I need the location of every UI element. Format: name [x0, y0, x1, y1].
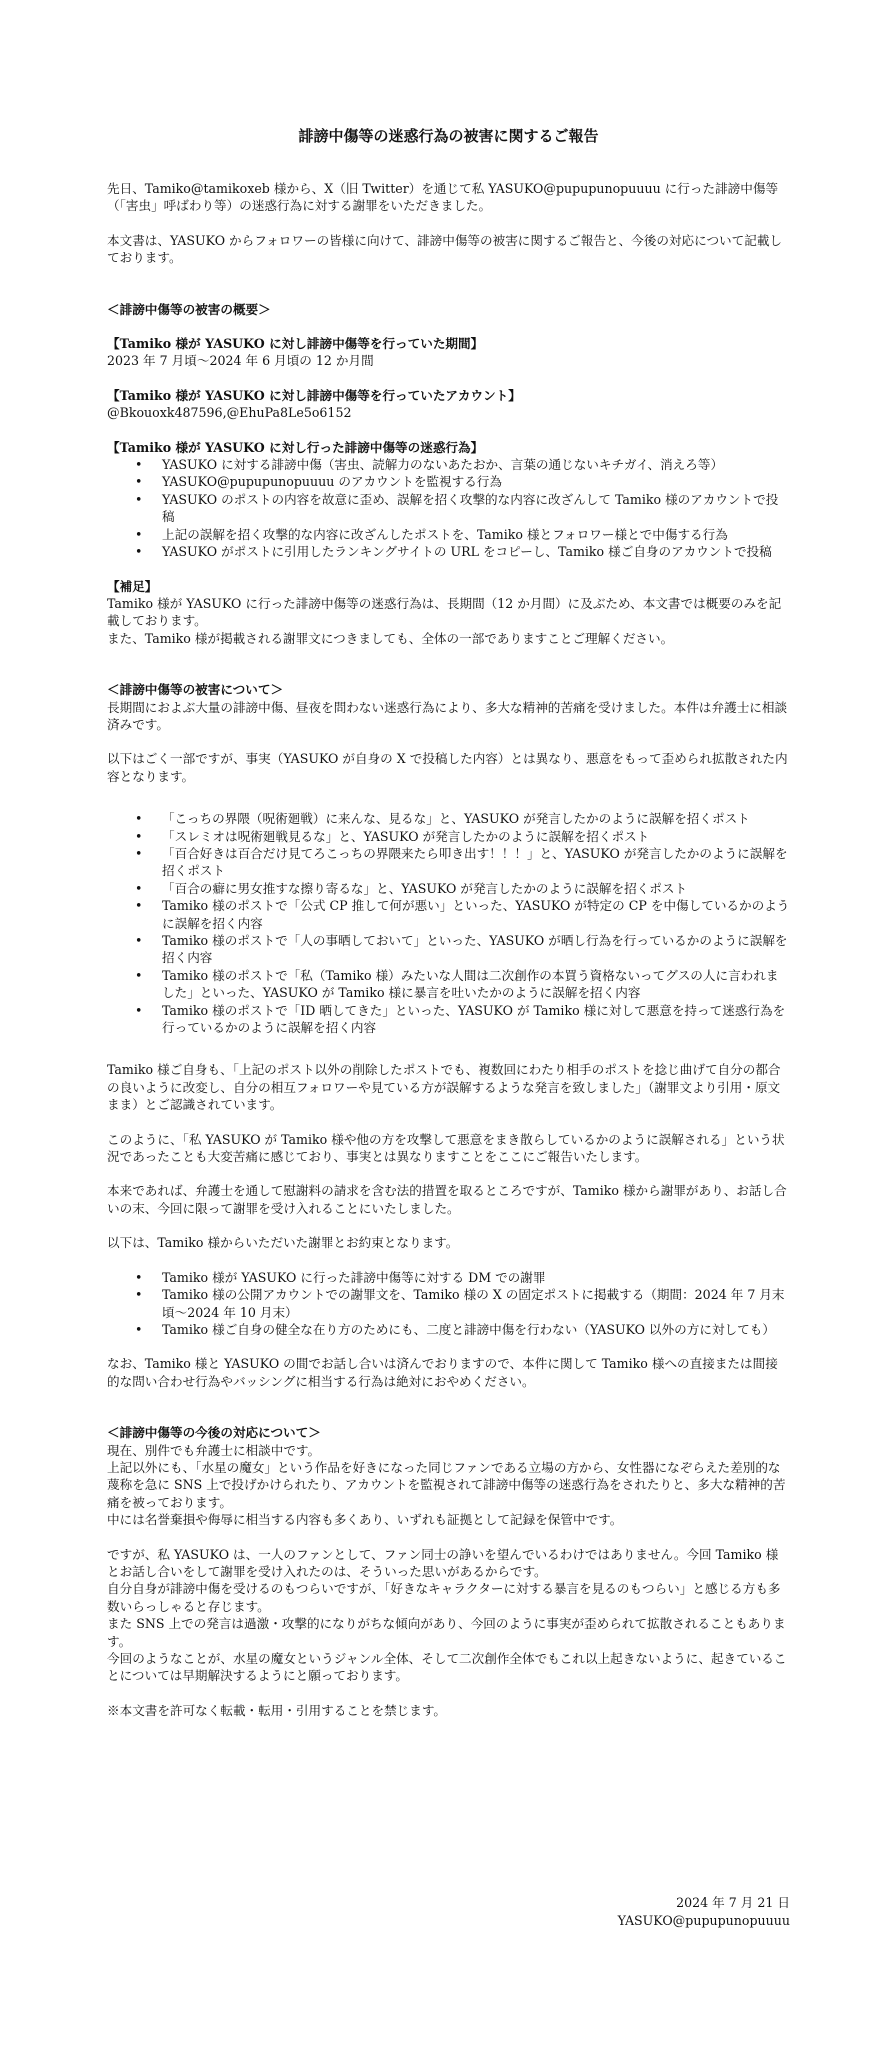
list-item: • 上記の誤解を招く攻撃的な内容に改ざんしたポストを、Tamiko 様とフォロワー様とで中傷する行為	[162, 526, 790, 543]
acts-heading: 【Tamiko 様が YASUKO に対し行った誹謗中傷等の迷惑行為】	[107, 439, 484, 455]
future-line: 今回のようなことが、水星の魔女というジャンル全体、そして二次創作全体でもこれ以上起きないように、起きていることについては早期解決するようにと願っております。	[107, 1651, 787, 1684]
future-line: 中には名誉棄損や侮辱に相当する内容も多くあり、いずれも証拠として記録を保管中です。	[107, 1512, 623, 1528]
list-item: • YASUKO に対する誹謗中傷（害虫、読解力のないあたおか、言葉の通じないキチガイ、消えろ等）	[162, 456, 790, 473]
section-heading-overview: ＜誹謗中傷等の被害の概要＞	[107, 301, 271, 317]
list-item: • 「百合の癖に男女推すな擦り寄るな」と、YASUKO が発言したかのように誤解を招くポスト	[162, 880, 790, 897]
section-heading-future: ＜誹謗中傷等の今後の対応について＞	[107, 1425, 321, 1441]
document-body	[107, 180, 790, 1719]
damage-paragraph: 以下はごく一部ですが、事実（YASUKO が自身の X で投稿した内容）とは異なり、悪意をもって歪められ拡散された内容となります。	[107, 751, 788, 784]
future-line: また SNS 上での発言は過激・攻撃的になりがちな傾向があり、今回のように事実が歪められて拡散されることもあります。	[107, 1616, 786, 1649]
list-item: • Tamiko 様ご自身の健全な在り方のためにも、二度と誹謗中傷を行わない（YASUKO 以外の方に対しても）	[162, 1321, 790, 1338]
damage-paragraph: Tamiko 様ご自身も、「上記のポスト以外の削除したポストでも、複数回にわたり相手のポストを捻じ曲げて自分の都合の良いように改変し、自分の相互フォロワーや見ている方が誤解するような発言を致しました」（謝罪文より引用・原文まま）とご認識されています。	[107, 1062, 781, 1113]
note-line: Tamiko 様が YASUKO に行った誹謗中傷等の迷惑行為は、長期間（12 か月間）に及ぶため、本文書では概要のみを記載しております。	[107, 595, 782, 629]
signature-date: 2024 年 7 月 21 日	[676, 1895, 790, 1910]
future-line: 自分自身が誹謗中傷を受けるのもつらいですが、「好きなキャラクターに対する暴言を見るのもつらい」と感じる方も多数いらっしゃると存じます。	[107, 1581, 781, 1614]
list-item: • YASUKO のポストの内容を故意に歪め、誤解を招く攻撃的な内容に改ざんして Tamiko 様のアカウントで投稿	[162, 491, 790, 526]
damage-paragraph: 本来であれば、弁護士を通して慰謝料の請求を含む法的措置を取るところですが、Tamiko 様から謝罪があり、お話し合いの末、今回に限って謝罪を受け入れることにいたしました。	[107, 1183, 787, 1216]
signature-name: YASUKO@pupupunopuuuu	[617, 1913, 790, 1928]
list-item: • 「百合好きは百合だけ見てろこっちの界隈来たら叩き出す！！！」と、YASUKO が発言したかのように誤解を招くポスト	[162, 845, 790, 880]
list-item: • Tamiko 様のポストで「人の事晒しておいて」といった、YASUKO が晒し行為を行っているかのように誤解を招く内容	[162, 932, 790, 967]
list-item: • YASUKO@pupupunopuuuu のアカウントを監視する行為	[162, 473, 790, 490]
list-item: • 「こっちの界隈（呪術廻戦）に来んな、見るな」と、YASUKO が発言したかのように誤解を招くポスト	[162, 810, 790, 827]
future-line: 上記以外にも、「水星の魔女」という作品を好きになった同じファンである立場の方から、女性器になぞらえた差別的な蔑称を急に SNS 上で投げかけられたり、アカウントを監視されて誹謗中傷等の迷惑行為をされたりと、多大な精神的苦痛を被っております。	[107, 1459, 786, 1510]
intro-paragraph: 本文書は、YASUKO からフォロワーの皆様に向けて、誹謗中傷等の被害に関するご報告と、今後の対応について記載しております。	[107, 232, 783, 266]
note-line: また、Tamiko 様が掲載される謝罪文につきましても、全体の一部でありますことご理解ください。	[107, 630, 674, 646]
copyright-notice: ※本文書を許可なく転載・転用・引用することを禁じます。	[107, 1702, 447, 1718]
future-line: 現在、別件でも弁護士に相談中です。	[107, 1442, 321, 1458]
misleading-posts-list	[107, 810, 790, 1036]
damage-paragraph: なお、Tamiko 様と YASUKO の間でお話し合いは済んでおりますので、本件に関して Tamiko 様への直接または間接的な問い合わせ行為やバッシングに相当する行為は絶対におやめください。	[107, 1356, 778, 1389]
list-item: • Tamiko 様のポストで「私（Tamiko 様）みたいな人間は二次創作の本買う資格ないってグスの人に言われました」といった、YASUKO が Tamiko 様に暴言を吐いたかのように誤解を招く内容	[162, 967, 790, 1002]
period-text: 2023 年 7 月頃〜2024 年 6 月頃の 12 か月間	[107, 353, 374, 369]
intro-paragraph: 先日、Tamiko@tamikoxeb 様から、X（旧 Twitter）を通じて私 YASUKO@pupupunopuuuu に行った誹謗中傷等（「害虫」呼ばわり等）の迷惑行為に対する謝罪をいただきました。	[107, 181, 779, 214]
list-item: • YASUKO がポストに引用したランキングサイトの URL をコピーし、Tamiko 様ご自身のアカウントで投稿	[162, 543, 790, 560]
list-item: • Tamiko 様の公開アカウントでの謝罪文を、Tamiko 様の X の固定ポストに掲載する（期間：2024 年 7 月末頃〜2024 年 10 月末）	[162, 1286, 790, 1321]
section-heading-damage: ＜誹謗中傷等の被害について＞	[107, 682, 284, 698]
accounts-text: @Bkouoxk487596,@EhuPa8Le5o6152	[107, 405, 352, 421]
promises-list	[107, 1269, 790, 1339]
note-heading: 【補足】	[107, 578, 158, 594]
damage-paragraph: 長期間におよぶ大量の誹謗中傷、昼夜を問わない迷惑行為により、多大な精神的苦痛を受けました。本件は弁護士に相談済みです。	[107, 699, 788, 732]
list-item: • 「スレミオは呪術廻戦見るな」と、YASUKO が発言したかのように誤解を招くポスト	[162, 828, 790, 845]
signature-block	[618, 1894, 790, 1930]
damage-paragraph: 以下は、Tamiko 様からいただいた謝罪とお約束となります。	[107, 1235, 459, 1251]
list-item: • Tamiko 様のポストで「公式 CP 推して何が悪い」といった、YASUKO が特定の CP を中傷しているかのように誤解を招く内容	[162, 897, 790, 932]
accounts-heading: 【Tamiko 様が YASUKO に対し誹謗中傷等を行っていたアカウント】	[107, 387, 521, 403]
list-item: • Tamiko 様が YASUKO に行った誹謗中傷等に対する DM での謝罪	[162, 1269, 790, 1286]
period-heading: 【Tamiko 様が YASUKO に対し誹謗中傷等を行っていた期間】	[107, 336, 484, 352]
document-title: 誹謗中傷等の迷惑行為の被害に関するご報告	[298, 127, 599, 145]
future-line: ですが、私 YASUKO は、一人のファンとして、ファン同士の諍いを望んでいるわけではありません。今回 Tamiko 様とお話し合いをして謝罪を受け入れたのは、そういった思いがあるからです。	[107, 1546, 779, 1579]
list-item: • Tamiko 様のポストで「ID 晒してきた」といった、YASUKO が Tamiko 様に対して悪意を持って迷惑行為を行っているかのように誤解を招く内容	[162, 1002, 790, 1037]
acts-list	[107, 456, 790, 560]
damage-paragraph: このように、「私 YASUKO が Tamiko 様や他の方を攻撃して悪意をまき散らしているかのように誤解される」という状況であったことも大変苦痛に感じており、事実とは異なりますことをここにご報告いたします。	[107, 1131, 785, 1165]
